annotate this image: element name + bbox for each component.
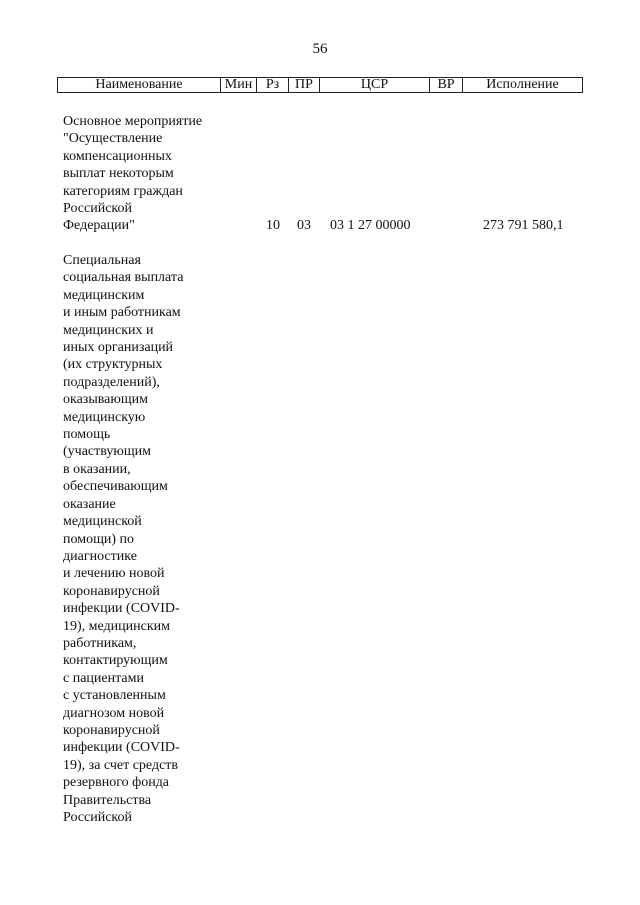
table-row-1-name: Основное мероприятие "Осуществление компенсационных выплат некоторым категориям граждан Российской Федерации" — [63, 114, 203, 234]
header-pr: ПР — [289, 78, 320, 92]
table-header — [57, 77, 583, 93]
page-number: 56 — [312, 41, 328, 57]
header-csr: ЦСР — [320, 78, 430, 92]
table-row-1-rz: 10 — [266, 218, 280, 233]
header-name: Наименование — [58, 78, 221, 92]
header-amount: Исполнение — [486, 77, 559, 92]
header-rz: Рз — [257, 78, 289, 92]
table-row-1-csr: 03 1 27 00000 — [330, 218, 411, 233]
header-min: Мин — [221, 78, 257, 92]
table-row-2-name: Специальная социальная выплата медицинским и иным работникам медицинских и иных организаций (их структурных подразделений), оказывающим медицинскую помощь (участвующим в оказании, обеспечивающим оказание медицинской помощи) по диагностике и лечению новой коронавирусной инфекции (COVID- 19), медицинским работникам, контактирующим с пациентами с установленным диагнозом новой коронавирусной инфекции (COVID- 19), за счет средств резервного фонда Правительства Российской — [63, 253, 184, 825]
header-vr: ВР — [430, 78, 463, 92]
table-row-1-amount: 273 791 580,1 — [483, 218, 564, 233]
table-row-1-pr: 03 — [297, 218, 311, 233]
